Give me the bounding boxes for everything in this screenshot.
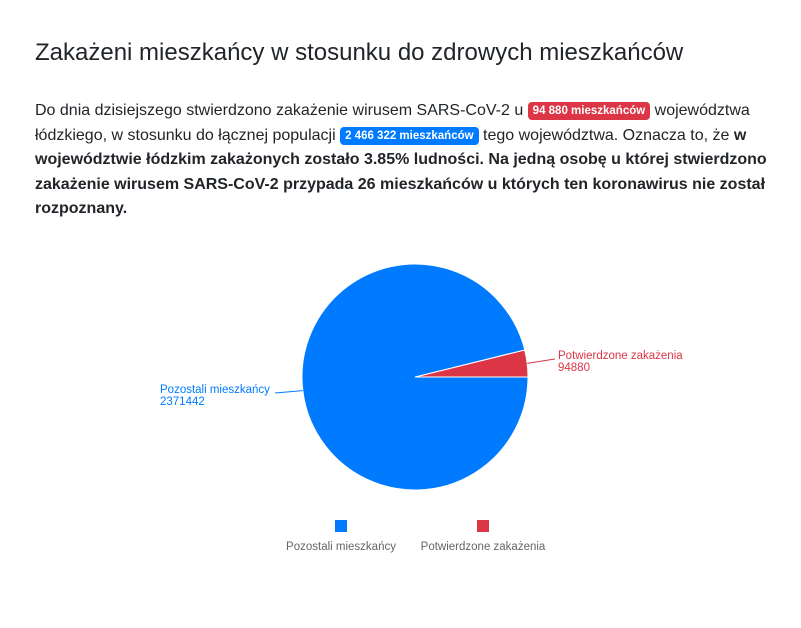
- population-badge: 2 466 322 mieszkańców: [340, 127, 479, 145]
- slice-label-value-infected: 94880: [558, 362, 590, 374]
- summary-text-3: tego województwa. Oznacza to, że: [478, 126, 734, 144]
- slice-label-name-healthy: Pozostali mieszkańcy: [160, 384, 270, 396]
- legend-swatch-healthy[interactable]: [335, 520, 347, 532]
- legend-label-healthy[interactable]: Pozostali mieszkańcy: [286, 541, 396, 553]
- legend-swatch-infected[interactable]: [477, 520, 489, 532]
- page-title: Zakażeni mieszkańcy w stosunku do zdrowych mieszkańców: [35, 39, 684, 66]
- chart-legend: [286, 520, 546, 553]
- leader-line-infected: [527, 359, 555, 363]
- slice-label-name-infected: Potwierdzone zakażenia: [558, 350, 683, 362]
- legend-label-infected[interactable]: Potwierdzone zakażenia: [420, 541, 546, 553]
- leader-line-healthy: [275, 391, 303, 393]
- pie-slice-healthy[interactable]: [302, 264, 528, 490]
- pie-slices: [302, 264, 528, 490]
- summary-conclusion: w województwie łódzkim zakażonych zostało 3.85% ludności. Na jedną osobę u której stwierdzono zakażenie wirusem SARS-CoV-2 przypada 26 mieszkańców u których ten koronawirus nie został rozpoznany.: [35, 126, 767, 218]
- slice-label-value-healthy: 2371442: [160, 396, 205, 408]
- summary-text-2: województwa łódzkiego, w stosunku do łącznej populacji: [35, 102, 750, 144]
- infected-count-badge: 94 880 mieszkańców: [528, 102, 651, 120]
- summary-text-1: Do dnia dzisiejszego stwierdzono zakażenie wirusem SARS-CoV-2 u: [35, 102, 528, 119]
